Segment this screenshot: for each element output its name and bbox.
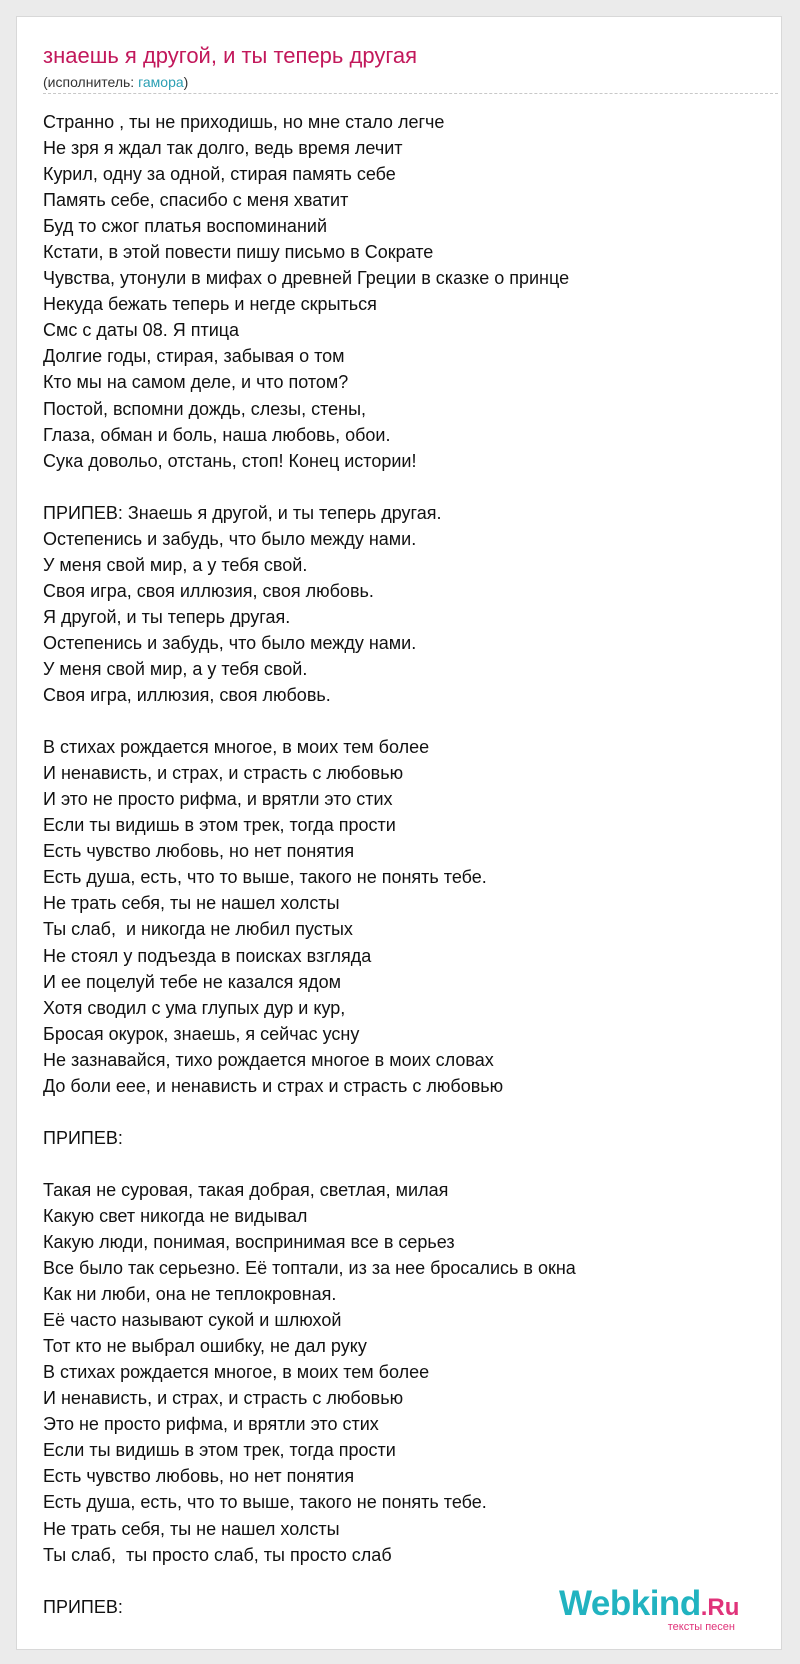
lyric-line: Хотя сводил с ума глупых дур и кур, bbox=[43, 997, 346, 1018]
artist-link[interactable]: гамора bbox=[138, 74, 184, 90]
logo-brand: Webkind bbox=[559, 1584, 701, 1623]
lyric-line: Какую свет никогда не видывал bbox=[43, 1205, 308, 1226]
lyric-line: Странно , ты не приходишь, но мне стало легче bbox=[43, 112, 445, 132]
lyric-line: Такая не суровая, такая добрая, светлая, милая bbox=[43, 1179, 449, 1200]
lyric-line: И ненависть, и страх, и страсть с любовью bbox=[43, 1388, 404, 1409]
webkind-logo bbox=[559, 1585, 755, 1631]
lyric-line: Ты слаб, ты просто слаб, ты просто слаб bbox=[43, 1544, 392, 1565]
lyric-line: Не зазнавайся, тихо рождается многое в моих словах bbox=[43, 1049, 494, 1070]
header-divider bbox=[43, 93, 778, 94]
lyric-line: Есть чувство любовь, но нет понятия bbox=[43, 1466, 355, 1487]
artist-line bbox=[43, 73, 188, 91]
lyric-line: У меня свой мир, а у тебя свой. bbox=[43, 554, 308, 575]
lyric-line: Ты слаб, и никогда не любил пустых bbox=[43, 919, 353, 940]
lyric-line: Чувства, утонули в мифах о древней Греции в сказке о принце bbox=[43, 268, 570, 289]
lyric-line: Есть душа, есть, что то выше, такого не понять тебе. bbox=[43, 1492, 487, 1513]
lyric-line: До боли еее, и ненависть и страх и страсть с любовью bbox=[43, 1075, 504, 1096]
lyric-line: Тот кто не выбрал ошибку, не дал руку bbox=[43, 1336, 367, 1357]
lyric-line: В стихах рождается многое, в моих тем более bbox=[43, 737, 430, 758]
lyrics-page bbox=[16, 16, 782, 1650]
lyric-line: ПРИПЕВ: bbox=[43, 1596, 123, 1617]
lyric-line: Как ни люби, она не теплокровная. bbox=[43, 1284, 337, 1305]
lyric-line: И ее поцелуй тебе не казался ядом bbox=[43, 971, 341, 992]
lyric-line: Какую люди, понимая, воспринимая все в серьез bbox=[43, 1232, 455, 1253]
lyric-line: Некуда бежать теперь и негде скрыться bbox=[43, 294, 377, 315]
lyric-line: Кстати, в этой повести пишу письмо в Сократе bbox=[43, 242, 434, 263]
song-title: знаешь я другой, и ты теперь другая bbox=[43, 43, 418, 68]
lyric-line: Остепенись и забудь, что было между нами. bbox=[43, 632, 417, 653]
lyric-line: Я другой, и ты теперь другая. bbox=[43, 606, 291, 627]
logo-tagline: тексты песен bbox=[667, 1621, 735, 1633]
lyric-line: Глаза, обман и боль, наша любовь, обои. bbox=[43, 424, 391, 445]
lyric-line: Своя игра, своя иллюзия, своя любовь. bbox=[43, 580, 374, 601]
lyric-line: Смс с даты 08. Я птица bbox=[43, 320, 240, 341]
lyric-line: Буд то сжог платья воспоминаний bbox=[43, 216, 327, 237]
lyrics-text bbox=[43, 109, 763, 1620]
lyric-line: Бросая окурок, знаешь, я сейчас усну bbox=[43, 1023, 360, 1044]
artist-suffix: ) bbox=[183, 74, 189, 90]
lyric-line: ПРИПЕВ: bbox=[43, 1127, 123, 1148]
lyric-line: Остепенись и забудь, что было между нами. bbox=[43, 528, 417, 549]
lyric-line: В стихах рождается многое, в моих тем более bbox=[43, 1362, 430, 1383]
lyric-line: Своя игра, иллюзия, своя любовь. bbox=[43, 685, 331, 706]
lyric-line: Не зря я ждал так долго, ведь время лечит bbox=[43, 138, 403, 159]
lyric-line: ПРИПЕВ: Знаешь я другой, и ты теперь другая. bbox=[43, 502, 442, 523]
artist-prefix: (исполнитель: bbox=[43, 74, 139, 90]
lyric-line: Если ты видишь в этом трек, тогда прости bbox=[43, 1440, 396, 1461]
logo-tld: .Ru bbox=[700, 1594, 740, 1621]
lyric-line: Курил, одну за одной, стирая память себе bbox=[43, 164, 396, 185]
lyric-line: Есть душа, есть, что то выше, такого не понять тебе. bbox=[43, 867, 487, 888]
lyric-line: Это не просто рифма, и врятли это стих bbox=[43, 1414, 379, 1435]
lyric-line: И ненависть, и страх, и страсть с любовью bbox=[43, 763, 404, 784]
lyric-line: Все было так серьезно. Её топтали, из за нее бросались в окна bbox=[43, 1258, 576, 1279]
lyric-line: Её часто называют сукой и шлюхой bbox=[43, 1310, 342, 1331]
lyric-line: Постой, вспомни дождь, слезы, стены, bbox=[43, 398, 367, 419]
lyric-line bbox=[43, 1151, 763, 1177]
lyric-line: Сука довольо, отстань, стоп! Конец истории! bbox=[43, 450, 417, 471]
lyric-line: Долгие годы, стирая, забывая о том bbox=[43, 346, 345, 367]
lyric-line bbox=[43, 708, 763, 734]
lyric-line: Кто мы на самом деле, и что потом? bbox=[43, 372, 349, 393]
lyric-line: И это не просто рифма, и врятли это стих bbox=[43, 789, 393, 810]
lyric-line: У меня свой мир, а у тебя свой. bbox=[43, 658, 308, 679]
lyric-line: Не стоял у подъезда в поисках взгляда bbox=[43, 945, 372, 966]
lyric-line bbox=[43, 1099, 763, 1125]
lyric-line bbox=[43, 474, 763, 500]
lyric-line: Не трать себя, ты не нашел холсты bbox=[43, 893, 340, 914]
lyric-line: Не трать себя, ты не нашел холсты bbox=[43, 1518, 340, 1539]
lyric-line: Если ты видишь в этом трек, тогда прости bbox=[43, 815, 396, 836]
lyric-line: Память себе, спасибо с меня хватит bbox=[43, 190, 349, 211]
lyric-line: Есть чувство любовь, но нет понятия bbox=[43, 841, 355, 862]
